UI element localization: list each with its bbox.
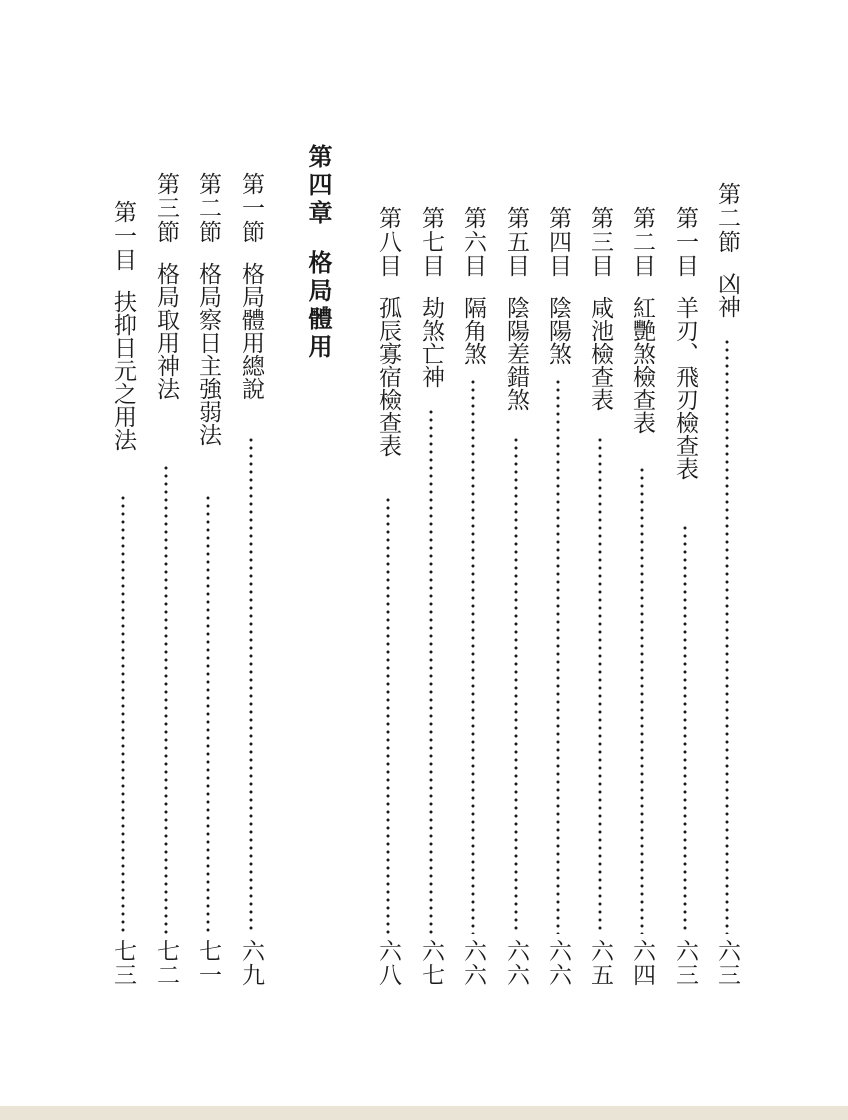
toc-entry-ch4-section-1 <box>236 172 266 997</box>
entry-title: 扶抑日元之用法 <box>110 290 136 451</box>
entry-label: 第六目 <box>460 206 486 278</box>
toc-entry-ch4-section-3 <box>151 172 181 997</box>
scan-bottom-edge <box>0 1106 848 1120</box>
leader-dots <box>555 378 561 934</box>
entry-title: 紅艷煞檢查表 <box>629 296 655 434</box>
toc-entry-section-2 <box>712 182 742 997</box>
entry-page-number: 六九 <box>238 939 264 987</box>
entry-label: 第四目 <box>545 206 571 278</box>
entry-label: 第八目 <box>375 206 401 278</box>
entry-page-number: 六六 <box>460 939 486 987</box>
entry-title: 劫煞亡神 <box>418 296 444 388</box>
entry-page-number: 六六 <box>545 939 571 987</box>
leader-dots <box>724 338 730 934</box>
entry-page-number: 七三 <box>110 939 136 987</box>
toc-entry-item-2 <box>627 206 657 997</box>
entry-page-number: 六七 <box>418 939 444 987</box>
entry-page-number: 六三 <box>714 939 740 987</box>
toc-entry-ch4-section-2 <box>193 172 223 997</box>
entry-title: 隔角煞 <box>460 296 486 365</box>
entry-label: 第一節 <box>238 172 264 244</box>
entry-label: 第二目 <box>629 206 655 278</box>
entry-page-number: 六六 <box>503 939 529 987</box>
entry-title: 陰陽差錯煞 <box>503 296 529 411</box>
entry-label: 第五目 <box>503 206 529 278</box>
leader-dots <box>248 436 254 934</box>
toc-entry-ch4-item-1 <box>108 200 138 997</box>
toc-entry-item-5 <box>501 206 531 997</box>
entry-title: 羊刃、飛刃檢查表 <box>672 296 698 480</box>
entry-label: 第一目 <box>672 206 698 278</box>
entry-page-number: 七一 <box>195 939 221 987</box>
entry-title: 格局取用神法 <box>153 262 179 400</box>
leader-dots <box>428 408 434 934</box>
entry-label: 第二節 <box>714 182 740 254</box>
toc-entry-item-8 <box>373 206 403 997</box>
leader-dots <box>470 378 476 934</box>
chapter-label: 第四章 <box>304 144 333 228</box>
entry-title: 陰陽煞 <box>545 296 571 365</box>
leader-dots <box>385 496 391 934</box>
toc-entry-item-3 <box>585 206 615 997</box>
entry-label: 第三節 <box>153 172 179 244</box>
toc-entry-item-1 <box>670 206 700 997</box>
leader-dots <box>205 494 211 934</box>
entry-title: 格局體用總說 <box>238 262 264 400</box>
entry-label: 第七目 <box>418 206 444 278</box>
entry-page-number: 六五 <box>587 939 613 987</box>
leader-dots <box>639 466 645 934</box>
entry-title: 凶神 <box>714 272 740 318</box>
chapter-heading <box>303 144 333 404</box>
leader-dots <box>597 436 603 934</box>
entry-label: 第二節 <box>195 172 221 244</box>
entry-title: 格局察日主強弱法 <box>195 262 221 446</box>
entry-label: 第三目 <box>587 206 613 278</box>
entry-label: 第一目 <box>110 200 136 272</box>
toc-entry-item-7 <box>416 206 446 997</box>
entry-title: 咸池檢查表 <box>587 296 613 411</box>
leader-dots <box>513 436 519 934</box>
leader-dots <box>163 464 169 934</box>
entry-title: 孤辰寡宿檢查表 <box>375 296 401 457</box>
entry-page-number: 六三 <box>672 939 698 987</box>
chapter-title: 格局體用 <box>304 250 333 362</box>
entry-page-number: 六四 <box>629 939 655 987</box>
entry-page-number: 六八 <box>375 939 401 987</box>
leader-dots <box>120 494 126 934</box>
entry-page-number: 七二 <box>153 939 179 987</box>
toc-entry-item-4 <box>543 206 573 997</box>
leader-dots <box>682 524 688 934</box>
toc-entry-item-6 <box>458 206 488 997</box>
